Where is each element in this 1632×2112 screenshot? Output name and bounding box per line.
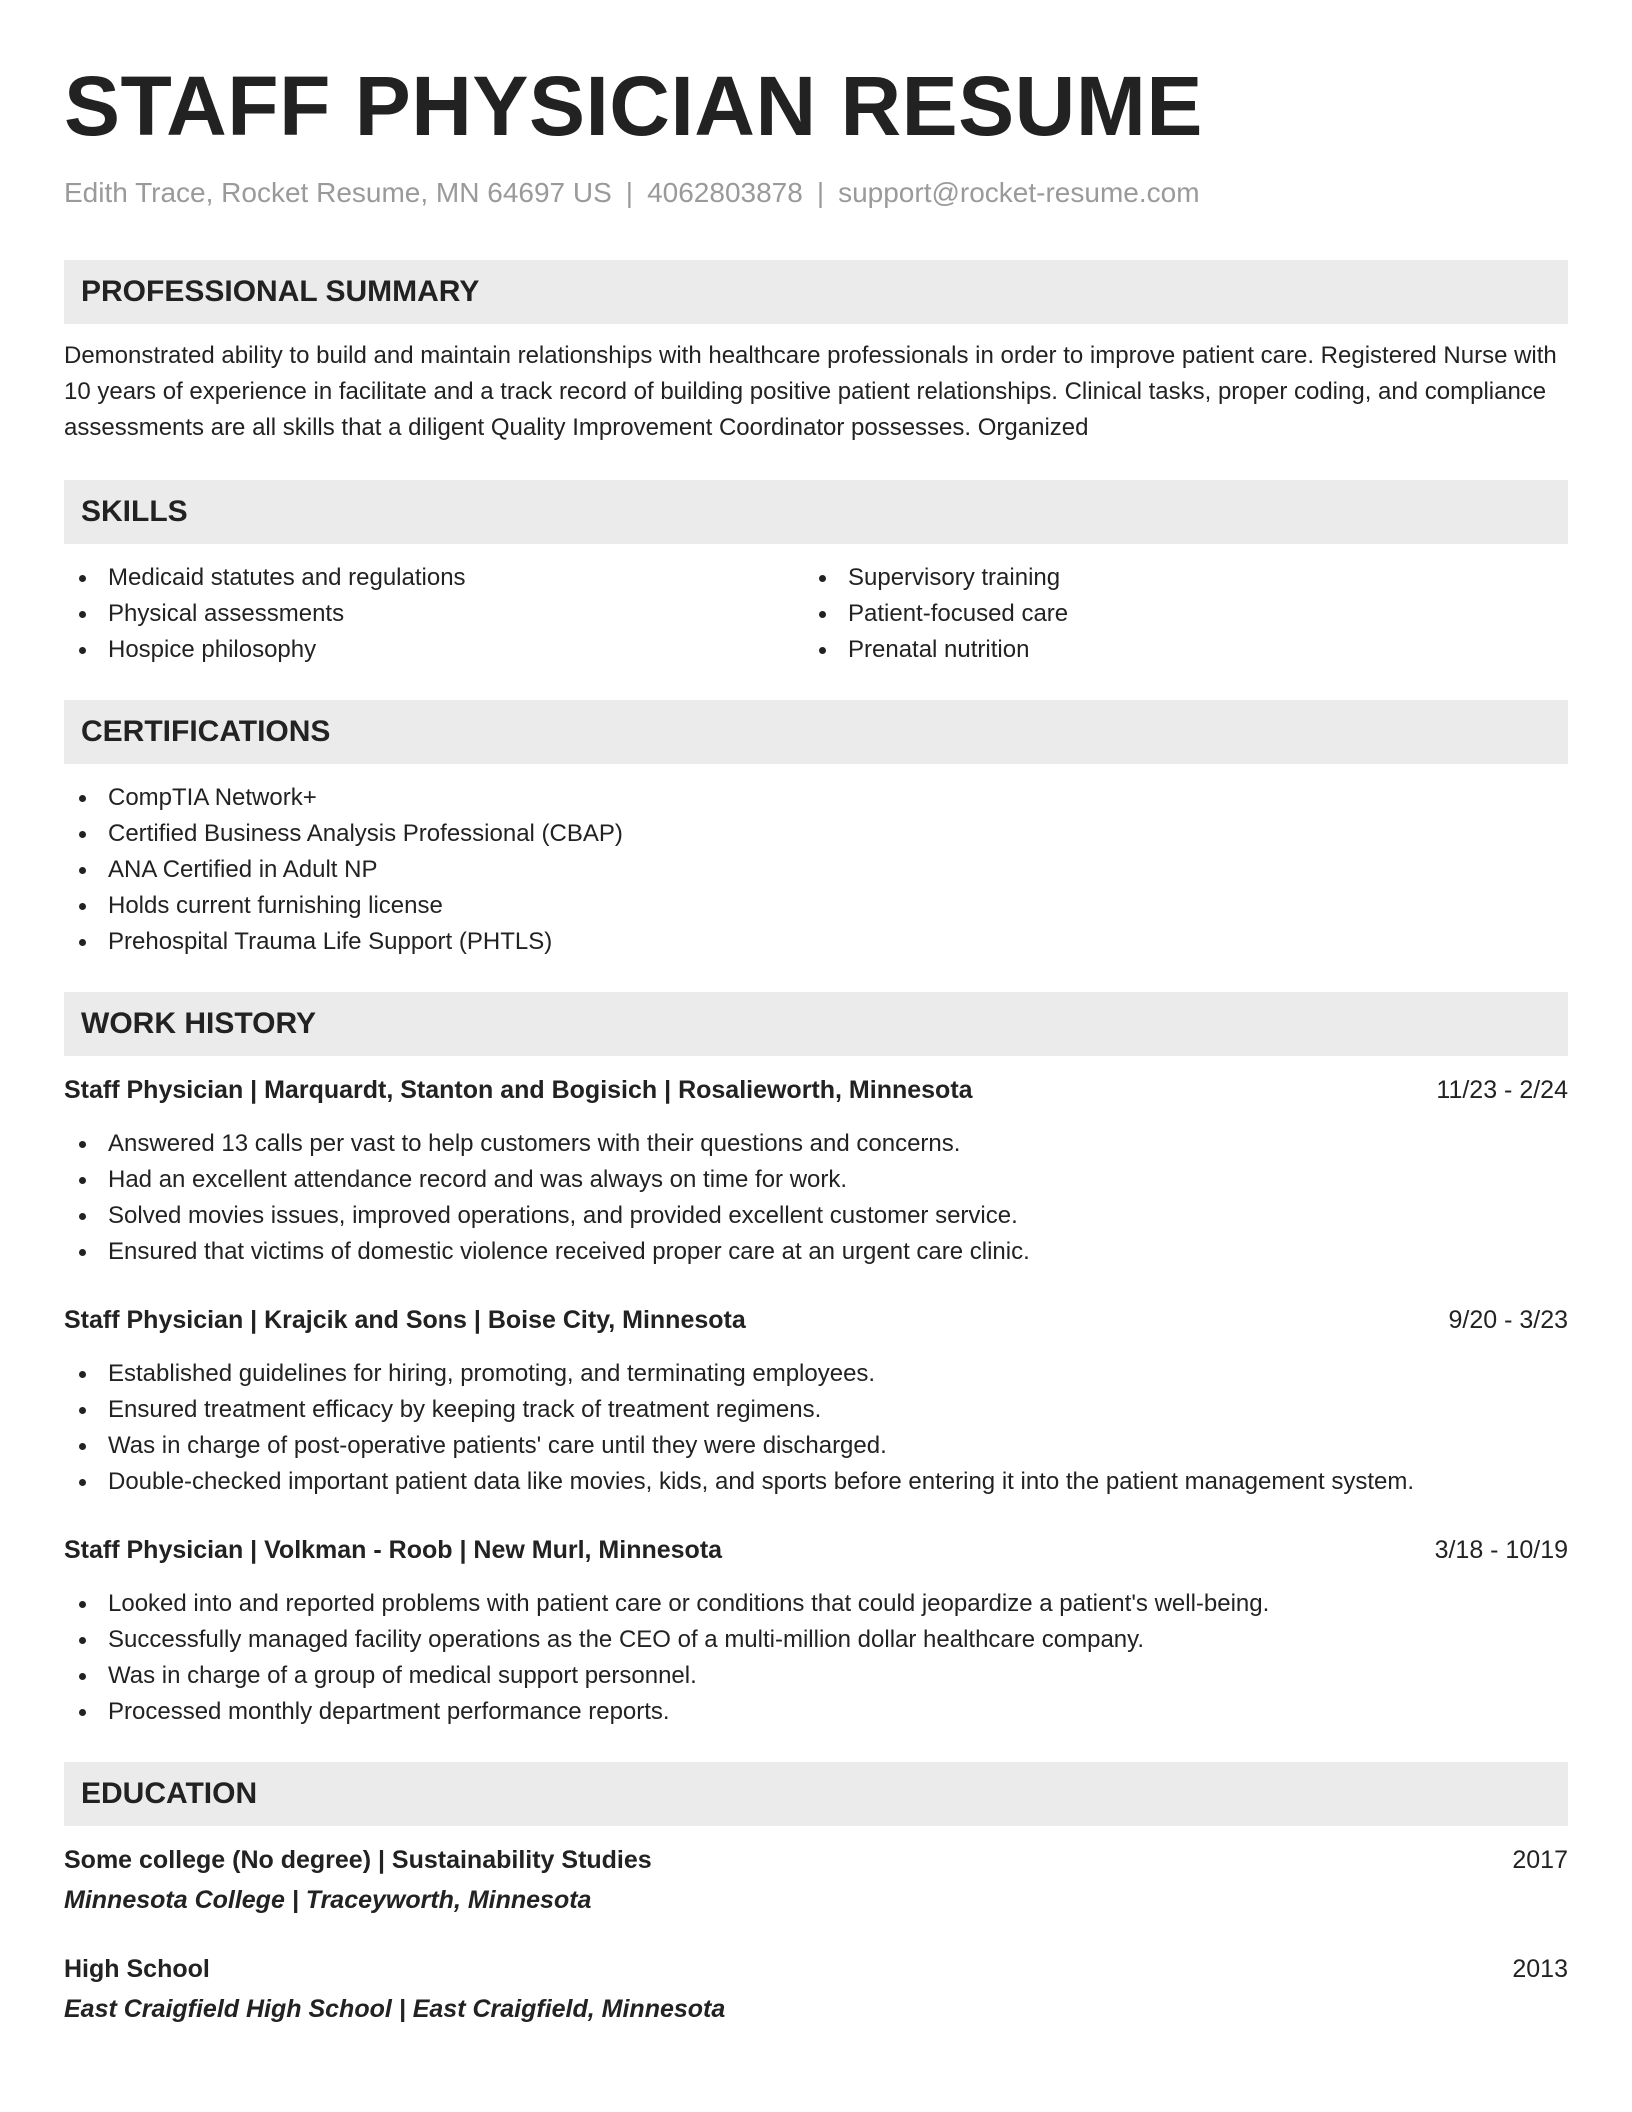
contact-line [64,176,1568,210]
page-title: STAFF PHYSICIAN RESUME [64,59,1203,153]
job-bullet: Ensured treatment efficacy by keeping track of treatment regimens. [64,1392,1568,1428]
job-dates: 11/23 - 2/24 [1436,1076,1568,1104]
job-title: Staff Physician | Marquardt, Stanton and Bogisich | Rosalieworth, Minnesota [64,1076,973,1104]
education-school: Minnesota College | Traceyworth, Minnesota [64,1886,592,1914]
job-title: Staff Physician | Volkman - Roob | New Murl, Minnesota [64,1536,723,1564]
section-heading-certifications: CERTIFICATIONS [64,700,1568,764]
job-bullet: Was in charge of post-operative patients' care until they were discharged. [64,1428,1568,1464]
job-bullet: Established guidelines for hiring, promoting, and terminating employees. [64,1356,1568,1392]
job-bullets [64,1586,1568,1730]
job-header [64,1072,1568,1108]
job-dates: 9/20 - 3/23 [1448,1306,1568,1334]
education-degree: Some college (No degree) | Sustainability Studies [64,1846,652,1874]
section-heading-work-history: WORK HISTORY [64,992,1568,1056]
certification-item: CompTIA Network+ [64,780,1568,816]
certifications-list [64,780,1568,960]
certification-item: Holds current furnishing license [64,888,1568,924]
skill-item: Hospice philosophy [64,632,804,668]
contact-address: Edith Trace, Rocket Resume, MN 64697 US [64,177,612,208]
education-year: 2013 [1512,1955,1568,1983]
skill-item: Physical assessments [64,596,804,632]
contact-separator: | [625,177,634,208]
skill-item: Patient-focused care [804,596,1544,632]
education-degree: High School [64,1955,210,1983]
skill-item: Prenatal nutrition [804,632,1544,668]
job-bullet: Successfully managed facility operations as the CEO of a multi-million dollar healthcare company. [64,1622,1568,1658]
section-heading-education: EDUCATION [64,1762,1568,1826]
certification-item: Prehospital Trauma Life Support (PHTLS) [64,924,1568,960]
education-header [64,1842,1568,1878]
job-bullet: Processed monthly department performance reports. [64,1694,1568,1730]
job-bullet: Had an excellent attendance record and was always on time for work. [64,1162,1568,1198]
summary-text: Demonstrated ability to build and maintain relationships with healthcare professionals in order to improve patient care. Registered Nurse with 10 years of experience in facilitate and a track record of building positive patient relationships. Clinical tasks, proper coding, and compliance assessments are all skills that a diligent Quality Improvement Coordinator possesses. Organized [64,342,1557,441]
skills-list-right [804,560,1544,668]
job-bullets [64,1126,1568,1270]
job-entry [64,1302,1568,1500]
education-entry [64,1951,1568,2027]
education-header [64,1951,1568,1987]
section-heading-summary: PROFESSIONAL SUMMARY [64,260,1568,324]
job-bullet: Double-checked important patient data like movies, kids, and sports before entering it into the patient management system. [64,1464,1568,1500]
contact-email[interactable]: support@rocket-resume.com [838,177,1200,208]
skill-item: Supervisory training [804,560,1544,596]
section-heading-skills: SKILLS [64,480,1568,544]
job-bullet: Looked into and reported problems with patient care or conditions that could jeopardize a patient's well-being. [64,1586,1568,1622]
job-title: Staff Physician | Krajcik and Sons | Boise City, Minnesota [64,1306,746,1334]
job-entry [64,1072,1568,1270]
job-bullet: Solved movies issues, improved operations, and provided excellent customer service. [64,1198,1568,1234]
skill-item: Medicaid statutes and regulations [64,560,804,596]
job-entry [64,1532,1568,1730]
job-bullet: Was in charge of a group of medical support personnel. [64,1658,1568,1694]
certification-item: Certified Business Analysis Professional (CBAP) [64,816,1568,852]
contact-phone: 4062803878 [647,177,803,208]
skills-grid [64,560,1568,668]
job-bullet: Ensured that victims of domestic violence received proper care at an urgent care clinic. [64,1234,1568,1270]
contact-separator: | [816,177,825,208]
education-year: 2017 [1512,1846,1568,1874]
skills-list-left [64,560,804,668]
job-dates: 3/18 - 10/19 [1434,1536,1568,1564]
job-bullet: Answered 13 calls per vast to help customers with their questions and concerns. [64,1126,1568,1162]
education-school: East Craigfield High School | East Craigfield, Minnesota [64,1995,726,2023]
job-bullets [64,1356,1568,1500]
certification-item: ANA Certified in Adult NP [64,852,1568,888]
job-header [64,1532,1568,1568]
education-entry [64,1842,1568,1918]
job-header [64,1302,1568,1338]
